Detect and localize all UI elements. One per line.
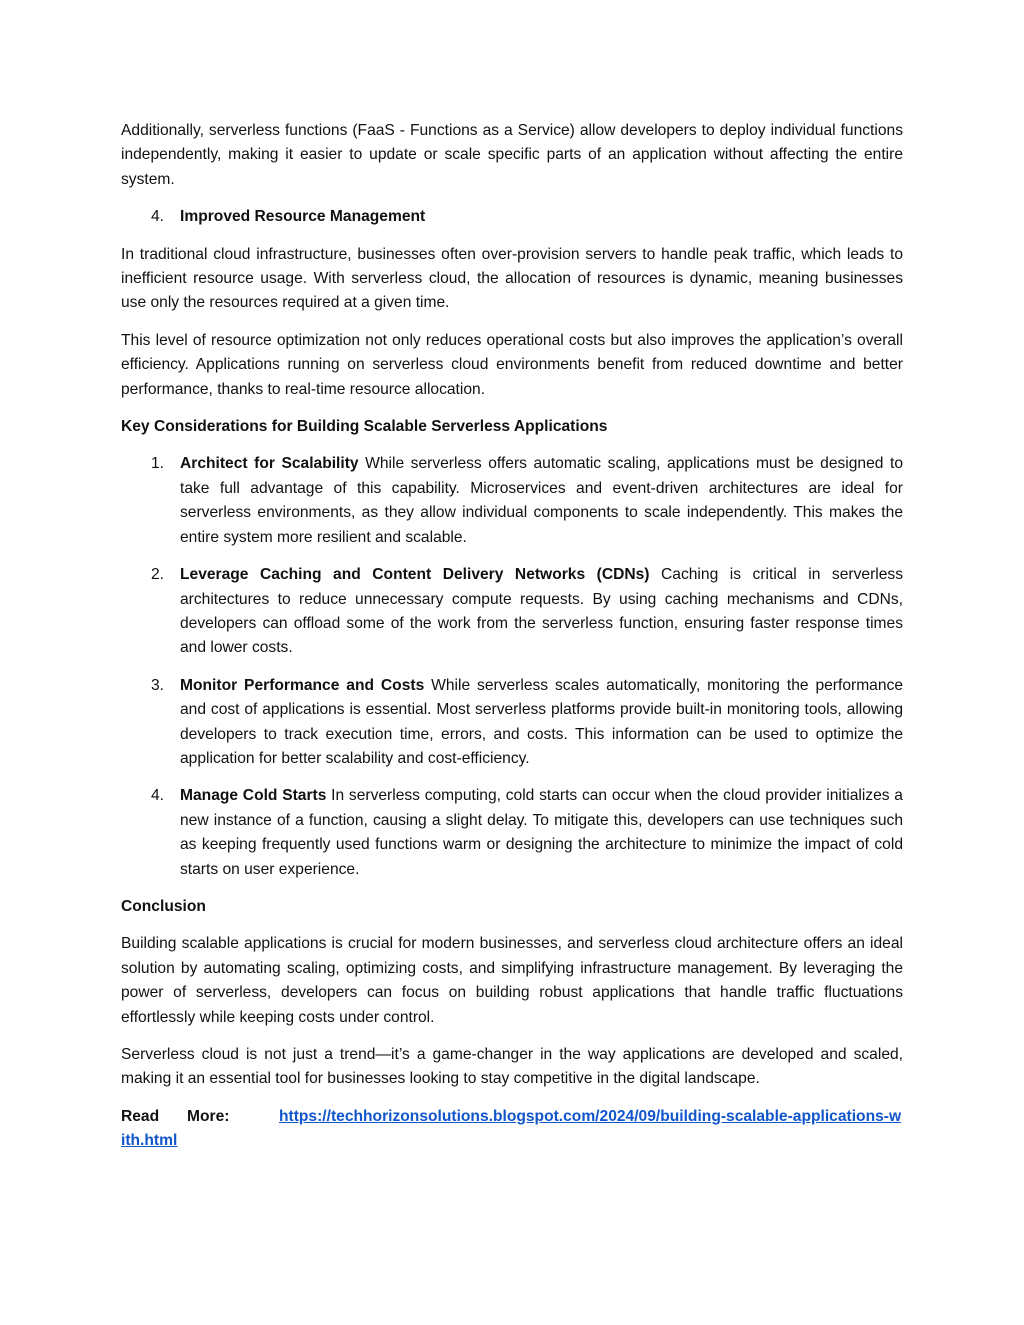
conclusion-heading: Conclusion [121,897,206,915]
read-more-link[interactable]: https://techhorizonsolutions.blogspot.com/2024/09/building-scalable-applications-with.html [121,1107,902,1150]
read-more-label-read: Read [121,1107,160,1125]
list-item-text: In serverless computing, cold starts can occur when the cloud provider initializes a new instance of a function, causing a slight delay. To mitigate this, developers can use techniques such as keeping frequently used functions warm or designing the architecture to minimize the impact of cold starts on user experience. [180,787,903,878]
list-item [121,563,903,661]
improved-resource-paragraph-1: In traditional cloud infrastructure, businesses often over-provision servers to handle peak traffic, which leads to inefficient resource usage. With serverless cloud, the allocation of resources is dynamic, meaning businesses use only the resources required at a given time. [121,245,903,312]
list-item-text: Caching is critical in serverless architectures to reduce unnecessary compute requests. By using caching mechanisms and CDNs, developers can offload some of the work from the serverless function, ensuring faster response times and lower costs. [180,566,903,657]
list-item-title: Architect for Scalability [180,455,359,473]
read-more [121,1105,903,1154]
list-item [121,674,903,772]
list-item-number: 1. [151,455,165,473]
list-item-body [180,563,903,661]
improved-resource-heading [121,205,903,229]
conclusion-paragraph-2: Serverless cloud is not just a trend—it’s a game-changer in the way applications are developed and scaled, making it an essential tool for businesses looking to stay competitive in the digital landscape. [121,1046,903,1088]
read-more-label-more: More: [187,1107,230,1125]
conclusion-paragraph-1: Building scalable applications is crucial for modern businesses, and serverless cloud architecture offers an ideal solution by automating scaling, optimizing costs, and simplifying infrastructure management. By leveraging the power of serverless, developers can focus on building robust applications that handle traffic fluctuations effortlessly while keeping costs under control. [121,935,903,1026]
list-item-body [180,784,903,882]
list-item-title: Monitor Performance and Costs [180,676,425,694]
improved-resource-paragraph-2: This level of resource optimization not only reduces operational costs but also improves the application’s overall efficiency. Applications running on serverless cloud environments benefit from reduced downtime and better performance, thanks to real-time resource allocation. [121,331,903,398]
list-item-body [180,674,903,772]
list-item-title: Manage Cold Starts [180,787,327,805]
list-item [121,452,903,550]
improved-resource-number: 4. [151,208,165,226]
improved-resource-title: Improved Resource Management [180,208,426,226]
list-item-body [180,452,903,550]
document-page [121,119,903,1167]
list-item-number: 2. [151,566,165,584]
list-item-title: Leverage Caching and Content Delivery Networks (CDNs) [180,566,650,584]
list-item-number: 4. [151,787,165,805]
key-considerations-heading: Key Considerations for Building Scalable Serverless Applications [121,418,608,436]
list-item-text: While serverless offers automatic scaling, applications must be designed to take full advantage of this capability. Microservices and event-driven architectures are ideal for serverless environments, as they allow individual components to scale independently. This makes the entire system more resilient and scalable. [180,455,903,546]
list-item-number: 3. [151,676,165,694]
key-considerations-list [121,452,903,882]
intro-paragraph: Additionally, serverless functions (FaaS - Functions as a Service) allow developers to deploy individual functions independently, making it easier to update or scale specific parts of an application without affecting the entire system. [121,122,903,188]
list-item [121,784,903,882]
list-item-text: While serverless scales automatically, monitoring the performance and cost of applications is essential. Most serverless platforms provide built-in monitoring tools, allowing developers to track execution time, errors, and costs. This information can be used to optimize the application for better scalability and cost-efficiency. [180,676,903,767]
